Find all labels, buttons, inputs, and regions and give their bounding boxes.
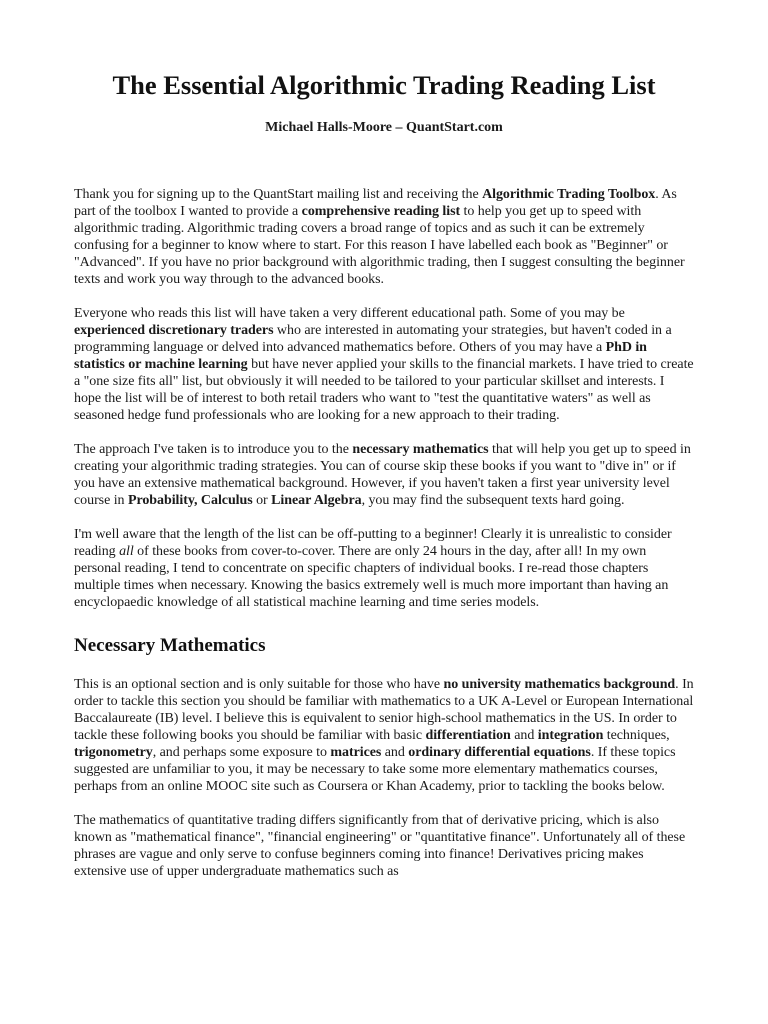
text: . As part of the toolbox I wanted to provide a — [74, 187, 677, 219]
bold-text: matrices — [330, 745, 382, 760]
bold-text: Algorithmic Trading Toolbox — [482, 187, 656, 202]
bold-text: no university mathematics background — [443, 677, 676, 692]
text: This is an optional section and is only suitable for those who have — [74, 677, 444, 692]
bold-text: comprehensive reading list — [301, 204, 461, 219]
paragraph-quant-math — [74, 812, 694, 880]
text: and — [510, 728, 538, 743]
paragraph-audience — [74, 305, 694, 424]
text: that will help you get up to speed in creating your algorithmic trading strategies. You can of course skip these books if you want to "dive in" or if you have an extensive mathematical background. However, if you haven't taken a first year university level course in — [74, 442, 691, 508]
text: Thank you for signing up to the QuantStart mailing list and receiving the — [74, 187, 483, 202]
document-body — [74, 186, 694, 880]
bold-text: PhD in statistics or machine learning — [74, 340, 647, 372]
bold-text: Linear Algebra — [271, 493, 362, 508]
section-heading: Necessary Mathematics — [74, 635, 266, 656]
paragraph-prerequisites — [74, 676, 694, 795]
text: The mathematics of quantitative trading differs significantly from that of derivative pricing, which is also known as "mathematical finance", "financial engineering" or "quantitative finance". Unfortunately all of these phrases are vague and only serve to confuse beginners coming into finance! Derivatives pricing makes extensive use of upper undergraduate mathematics such as — [74, 813, 686, 879]
text: . In order to tackle this section you should be familiar with mathematics to a UK A-Level or European International Baccalaureate (IB) level. I believe this is equivalent to senior high-school mathematics in the US. In order to tackle these following books you should be familiar with basic — [74, 677, 694, 743]
text: of these books from cover-to-cover. There are only 24 hours in the day, after all! In my own personal reading, I tend to concentrate on specific chapters of individual books. I re-read those chapters multiple times when necessary. Knowing the basics extremely well is much more important than having an encyclopaedic knowledge of all statistical machine learning and time series models. — [74, 544, 669, 610]
page-title: The Essential Algorithmic Trading Reading List — [112, 70, 656, 100]
text: , you may find the subsequent texts hard going. — [361, 493, 625, 508]
text: to help you get up to speed with algorithmic trading. Algorithmic trading covers a broad range of topics and as such it can be extremely confusing for a beginner to know where to start. For this reason I have labelled each book as "Beginner" or "Advanced". If you have no prior background with algorithmic trading, then I suggest consulting the beginner texts and work you way through to the advanced books. — [74, 204, 685, 287]
text: I'm well aware that the length of the list can be off-putting to a beginner! Clearly it is unrealistic to consider reading — [74, 527, 672, 559]
text: Everyone who reads this list will have taken a very different educational path. Some of you may be — [74, 306, 625, 321]
paragraph-intro — [74, 186, 694, 288]
bold-text: necessary mathematics — [352, 442, 489, 457]
text: . If these topics suggested are unfamiliar to you, it may be necessary to take some more elementary mathematics courses, perhaps from an online MOOC site such as Coursera or Khan Academy, prior to tackling the books below. — [74, 745, 676, 794]
text: , and perhaps some exposure to — [152, 745, 331, 760]
bold-text: Probability, Calculus — [127, 493, 253, 508]
text: The approach I've taken is to introduce you to the — [74, 442, 353, 457]
text: or — [252, 493, 272, 508]
text: but have never applied your skills to the financial markets. I have tried to create a "one size fits all" list, but obviously it will needed to be tailored to your particular skillset and interests. I hope the list will be of interest to both retail traders who want to "test the quantitative waters" as well as seasoned hedge fund professionals who are looking for a new approach to their trading. — [74, 357, 694, 423]
paragraph-length — [74, 526, 694, 611]
bold-text: differentiation — [425, 728, 511, 743]
bold-text: trigonometry — [74, 745, 153, 760]
bold-text: integration — [537, 728, 604, 743]
author-line: Michael Halls-Moore – QuantStart.com — [265, 120, 503, 135]
paragraph-approach — [74, 441, 694, 509]
bold-text: experienced discretionary traders — [74, 323, 274, 338]
text: who are interested in automating your strategies, but haven't coded in a programming language or delved into advanced mathematics before. Others of you may have a — [74, 323, 672, 355]
italic-text: all — [119, 544, 134, 559]
text: techniques, — [603, 728, 670, 743]
text: and — [381, 745, 409, 760]
bold-text: ordinary differential equations — [408, 745, 591, 760]
